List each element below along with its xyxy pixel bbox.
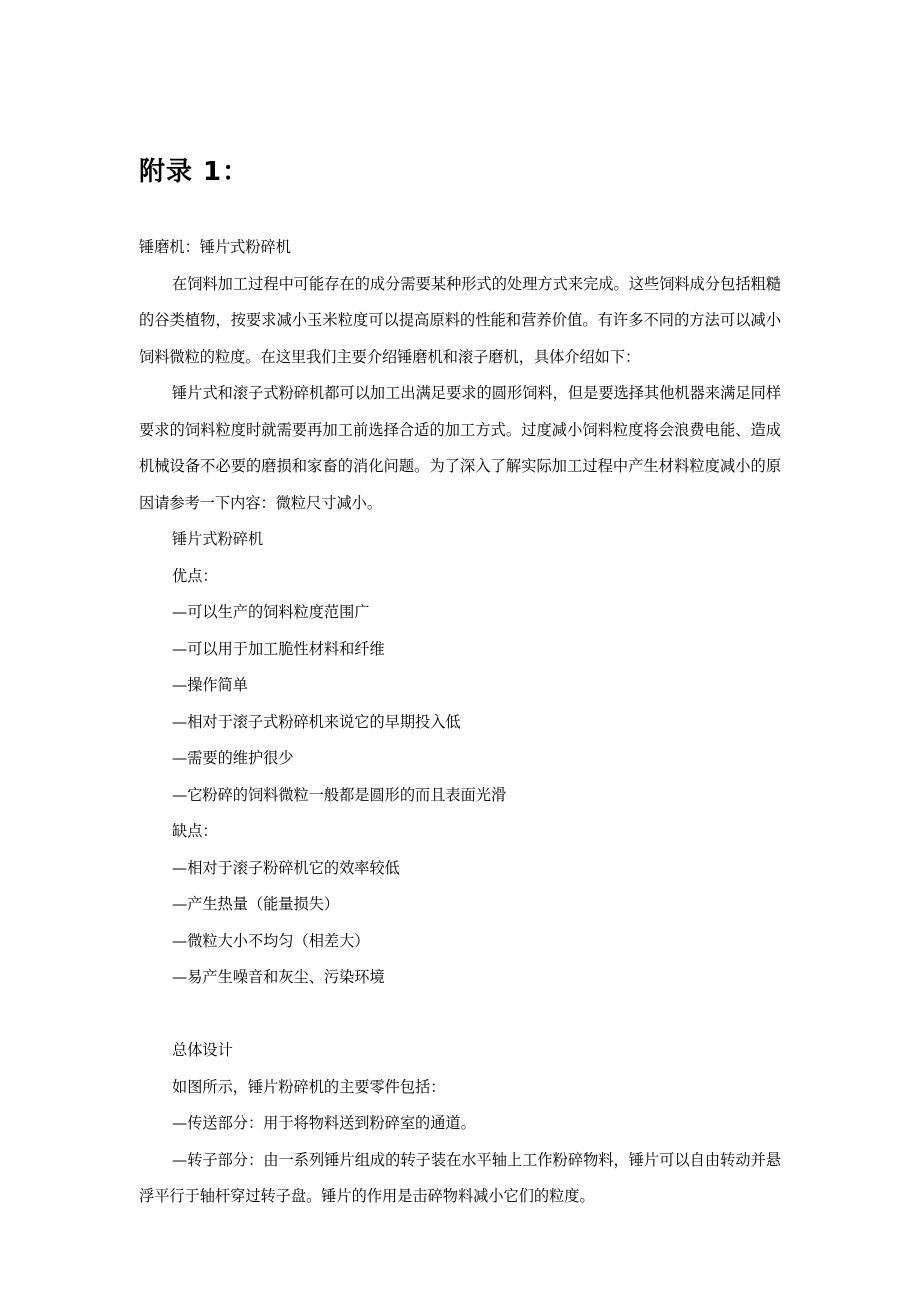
design-item-rotor: —转子部分：由一系列锤片组成的转子装在水平轴上工作粉碎物料，锤片可以自由转动并悬浮平行于轴杆穿过转子盘。锤片的作用是击碎物料减小它们的粒度。 xyxy=(139,1150,781,1205)
advantages-label: 优点： xyxy=(172,566,218,585)
subtitle: 锤磨机：锤片式粉碎机 xyxy=(139,238,291,256)
advantage-item: —相对于滚子式粉碎机来说它的早期投入低 xyxy=(172,712,461,731)
advantage-item: —需要的维护很少 xyxy=(172,749,294,767)
design-title: 总体设计 xyxy=(172,1041,233,1059)
hammer-mill-title: 锤片式粉碎机 xyxy=(172,530,264,548)
disadvantage-item: —易产生噪音和灰尘、污染环境 xyxy=(172,968,385,986)
design-intro: 如图所示，锤片粉碎机的主要零件包括： xyxy=(172,1077,446,1096)
design-item-feed: —传送部分：用于将物料送到粉碎室的通道。 xyxy=(172,1114,476,1132)
appendix-heading: 附录 1： xyxy=(139,157,250,187)
disadvantage-item: —微粒大小不均匀（相差大） xyxy=(172,931,370,950)
advantage-item: —它粉碎的饲料微粒一般都是圆形的而且表面光滑 xyxy=(172,785,507,804)
intro-paragraph-1: 在饲料加工过程中可能存在的成分需要某种形式的处理方式来完成。这些饲料成分包括粗糙的谷类植物，按要求减小玉米粒度可以提高原料的性能和营养价值。有许多不同的方法可以减小饲料微粒的粒度。在这里我们主要介绍锤磨机和滚子磨机，具体介绍如下： xyxy=(139,274,781,366)
intro-paragraph-2: 锤片式和滚子式粉碎机都可以加工出满足要求的圆形饲料，但是要选择其他机器来满足同样要求的饲料粒度时就需要再加工前选择合适的加工方式。过度减小饲料粒度将会浪费电能、造成机械设备不必要的磨损和家畜的消化问题。为了深入了解实际加工过程中产生材料粒度减小的原因请参考一下内容：微粒尺寸减小。 xyxy=(139,384,781,512)
disadvantages-label: 缺点： xyxy=(172,822,218,840)
advantage-item: —可以生产的饲料粒度范围广 xyxy=(172,603,370,621)
advantage-item: —操作简单 xyxy=(172,676,248,694)
advantage-item: —可以用于加工脆性材料和纤维 xyxy=(172,639,385,658)
blank-line xyxy=(139,996,781,1033)
disadvantage-item: —产生热量（能量损失） xyxy=(172,895,340,913)
document-body xyxy=(139,229,781,1215)
disadvantage-item: —相对于滚子粉碎机它的效率较低 xyxy=(172,858,400,877)
